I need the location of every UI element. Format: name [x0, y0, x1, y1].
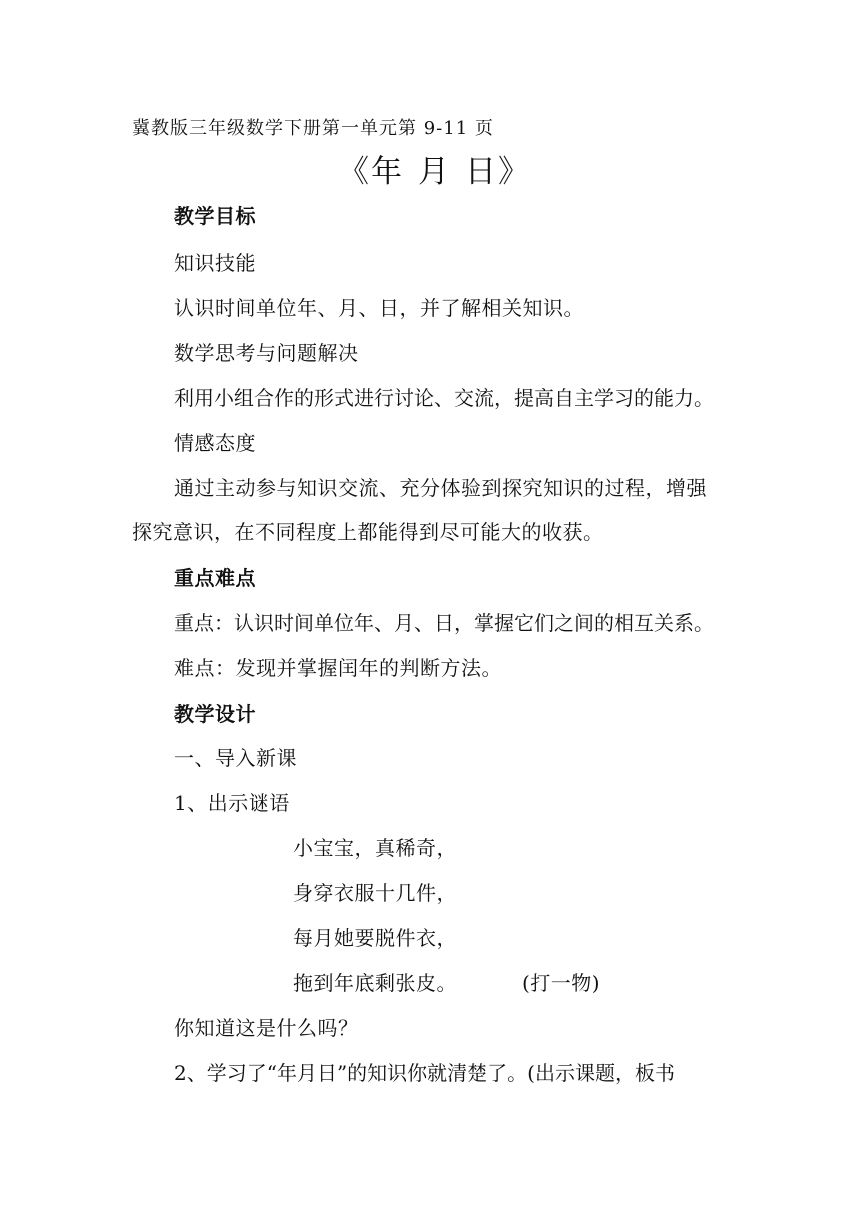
title-part-year: 《年	[338, 154, 404, 190]
riddle-line-1: 小宝宝，真稀奇，	[293, 836, 457, 860]
title-part-month: 月	[418, 154, 451, 190]
riddle-hint: (打一物)	[522, 971, 601, 995]
title-part-day: 日》	[465, 154, 531, 190]
riddle-line-2: 身穿衣服十几件，	[293, 881, 457, 905]
key-point: 重点：认识时间单位年、月、日，掌握它们之间的相互关系。	[174, 611, 714, 635]
riddle-line-3: 每月她要脱件衣，	[293, 926, 457, 950]
step-topic-intro: 2、学习了“年月日”的知识你就清楚了。(出示课题，板书	[174, 1061, 675, 1085]
step-import: 一、导入新课	[174, 746, 297, 770]
document-header: 冀教版三年级数学下册第一单元第 9-11 页	[132, 118, 494, 139]
document-title	[338, 152, 531, 192]
riddle-question: 你知道这是什么吗？	[174, 1016, 359, 1040]
key-difficulty-heading: 重点难点	[174, 566, 256, 590]
emotion-text-line-1: 通过主动参与知识交流、充分体验到探究知识的过程，增强	[174, 476, 707, 500]
thinking-text: 利用小组合作的形式进行讨论、交流，提高自主学习的能力。	[174, 386, 714, 410]
difficulty-point: 难点：发现并掌握闰年的判断方法。	[174, 656, 502, 680]
riddle-line-4: 拖到年底剩张皮。	[293, 971, 457, 995]
objectives-heading: 教学目标	[174, 204, 256, 228]
knowledge-text: 认识时间单位年、月、日，并了解相关知识。	[174, 296, 584, 320]
design-heading: 教学设计	[174, 702, 256, 726]
emotion-text-line-2: 探究意识，在不同程度上都能得到尽可能大的收获。	[132, 520, 604, 544]
thinking-label: 数学思考与问题解决	[174, 341, 359, 365]
emotion-label: 情感态度	[174, 431, 256, 455]
step-riddle-title: 1、出示谜语	[174, 791, 290, 815]
knowledge-label: 知识技能	[174, 251, 256, 275]
